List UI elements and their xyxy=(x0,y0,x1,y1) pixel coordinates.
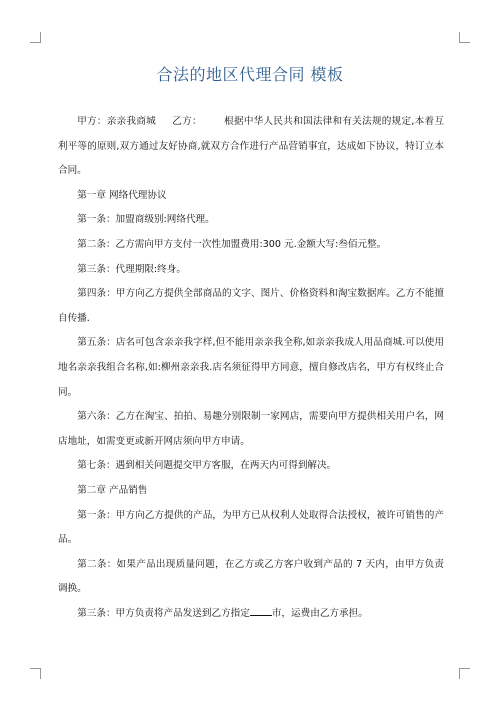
chapter-1-title: 第一章 网络代理协议 xyxy=(77,189,167,201)
document-body xyxy=(58,110,444,626)
party-b: 乙方： xyxy=(172,116,202,127)
ch2-article-1: 第一条：甲方向乙方提供的产品，为甲方已从权利人处取得合法授权，被许可销售的产品。 xyxy=(58,509,444,546)
ch1-article-3: 第三条：代理期限:终身。 xyxy=(77,263,186,275)
ch2-article-3-pre: 第三条：甲方负责将产品发送到乙方指定 xyxy=(77,607,250,619)
fill-in-blank xyxy=(250,606,272,616)
ch2-article-3-post: 市，运费由乙方承担。 xyxy=(271,607,368,619)
ch1-article-4: 第四条：甲方向乙方提供全部商品的文字、图片、价格资料和淘宝数据库。乙方不能擅自传播. xyxy=(58,288,444,324)
ch1-article-6: 第六条：乙方在淘宝、拍拍、易趣分别限制一家网店，需要向甲方提供相关用户名，网店地址，如需变更或新开网店须向甲方申请。 xyxy=(58,411,444,447)
crop-mark-top-right xyxy=(459,32,470,43)
ch2-article-3 xyxy=(58,602,444,627)
ch1-article-7: 第七条：遇到相关问题提交甲方客服，在两天内可得到解决。 xyxy=(77,460,337,472)
crop-mark-bottom-left xyxy=(30,668,41,679)
intro-paragraph xyxy=(58,110,444,184)
intro-text: 根据中华人民共和国法律和有关法规的规定,本着互利平等的原则,双方通过友好协商,就双方合作进行产品营销事宜，达成如下协议，特订立本合同。 xyxy=(58,116,444,177)
ch2-article-2: 第二条：如果产品出现质量问题，在乙方或乙方客户收到产品的 7 天内，由甲方负责调换。 xyxy=(58,558,444,595)
ch1-article-2: 第二条：乙方需向甲方支付一次性加盟费用:300 元.金额大写:叁佰元整。 xyxy=(77,238,387,250)
ch1-article-5: 第五条：店名可包含亲亲我字样,但不能用亲亲我全称,如亲亲我成人用品商城.可以使用地名亲亲我组合名称,如:柳州亲亲我.店名须征得甲方同意，擅自修改店名，甲方有权终止合同。 xyxy=(58,337,444,398)
crop-mark-bottom-right xyxy=(459,668,470,679)
ch1-article-1: 第一条：加盟商级别:网络代理。 xyxy=(77,214,215,226)
document-title: 合法的地区代理合同 模板 xyxy=(156,65,344,84)
crop-mark-top-left xyxy=(30,32,41,43)
chapter-2-title: 第二章 产品销售 xyxy=(77,484,148,496)
party-a: 甲方：亲亲我商城 xyxy=(77,116,157,127)
